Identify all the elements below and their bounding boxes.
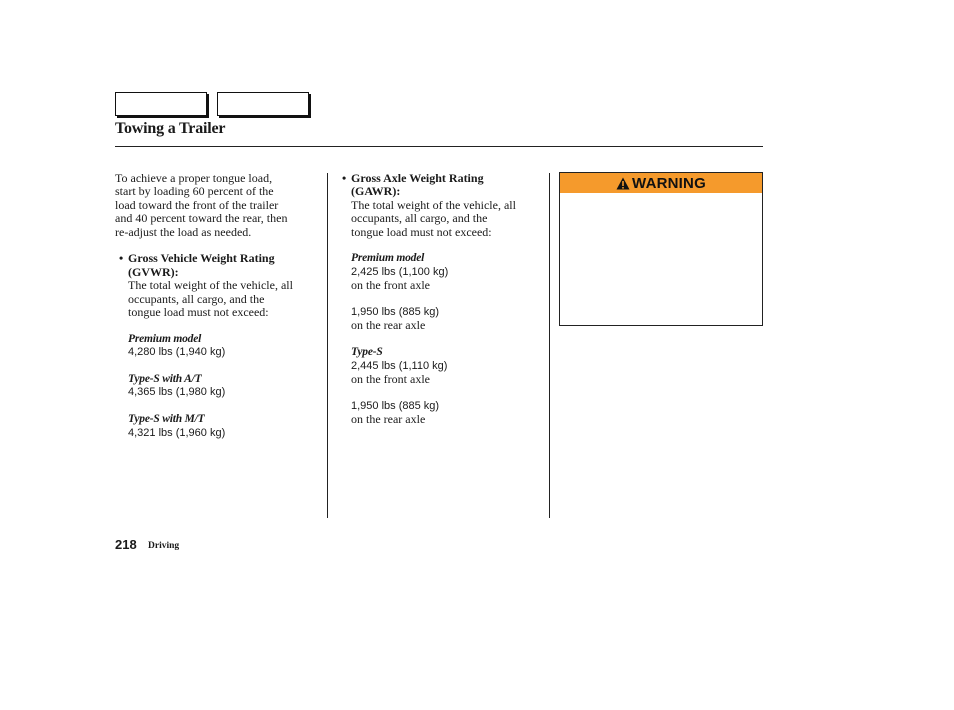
intro-line: and 40 percent toward the rear, then: [115, 211, 288, 226]
gawr-spec-premium: [338, 252, 543, 332]
model-label: Type-S with A/T: [128, 373, 202, 386]
weight-value: 4,321 lbs (1,960 kg): [128, 426, 226, 439]
title-divider: [115, 146, 763, 147]
axle-label: on the rear axle: [351, 318, 426, 333]
gvwr-spec: [115, 413, 321, 440]
bullet-icon: •: [119, 251, 124, 266]
page-number: 218: [115, 537, 137, 552]
gvwr-spec: [115, 373, 321, 400]
weight-value: 4,280 lbs (1,940 kg): [128, 346, 226, 359]
axle-label: on the front axle: [351, 278, 430, 293]
intro-line: re-adjust the load as needed.: [115, 224, 252, 239]
gvwr-description: The total weight of the vehicle, all occupants, all cargo, and the tongue load must not exceed:: [128, 278, 293, 320]
weight-value: 4,365 lbs (1,980 kg): [128, 386, 226, 399]
section-name: Driving: [148, 541, 180, 551]
weight-value: 2,445 lbs (1,110 kg): [351, 359, 448, 372]
page-title: Towing a Trailer: [115, 120, 226, 137]
model-label: Premium model: [351, 252, 425, 265]
model-label: Type-S: [351, 346, 383, 359]
bullet-icon: •: [342, 171, 347, 185]
column-divider-2: [549, 173, 550, 518]
gvwr-spec: [115, 333, 321, 360]
gvwr-heading: • Gross Vehicle Weight Rating (GVWR):: [119, 251, 275, 279]
warning-box: [559, 172, 763, 326]
intro-line: start by loading 60 percent of the: [115, 184, 274, 199]
warning-label: WARNING: [632, 174, 706, 192]
intro-line: To achieve a proper tongue load,: [115, 171, 273, 185]
intro-line: load toward the front of the trailer: [115, 197, 279, 212]
warning-triangle-icon: [616, 177, 630, 190]
intro-paragraph: [115, 172, 321, 239]
weight-value: 1,950 lbs (885 kg): [351, 399, 440, 412]
column-1: [115, 172, 321, 440]
axle-label: on the front axle: [351, 372, 430, 387]
gawr-description: The total weight of the vehicle, all occupants, all cargo, and the tongue load must not exceed:: [351, 197, 516, 239]
model-label: Premium model: [128, 332, 202, 345]
column-divider-1: [327, 173, 328, 518]
gawr-heading: • Gross Axle Weight Rating (GAWR):: [342, 171, 484, 199]
nav-button-previous[interactable]: [115, 92, 207, 116]
gawr-spec-type-s: [338, 346, 543, 426]
weight-value: 2,425 lbs (1,100 kg): [351, 265, 449, 278]
model-label: Type-S with M/T: [128, 413, 205, 426]
column-2: [338, 172, 543, 427]
weight-value: 1,950 lbs (885 kg): [351, 306, 440, 319]
warning-header: [560, 173, 762, 193]
axle-label: on the rear axle: [351, 412, 426, 427]
nav-button-next[interactable]: [217, 92, 309, 116]
